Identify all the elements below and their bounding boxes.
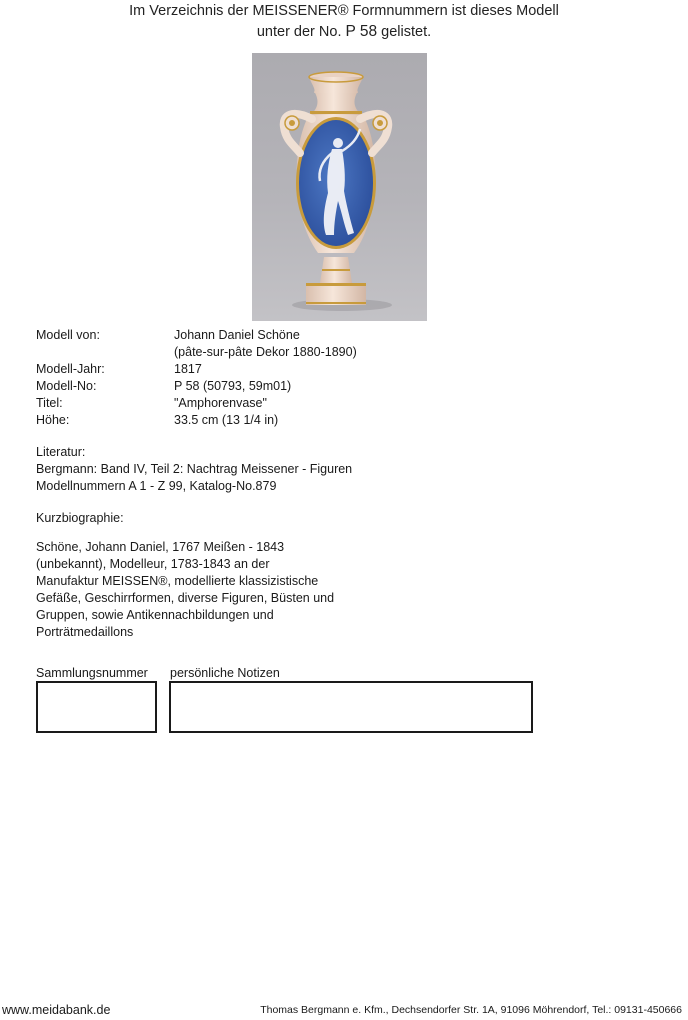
detail-value: P 58 (50793, 59m01)	[174, 379, 292, 393]
detail-value: Johann Daniel Schöne	[174, 328, 300, 342]
footer-website[interactable]: www.meidabank.de	[2, 1003, 111, 1017]
header-prefix: unter der No.	[256, 24, 342, 40]
header-line-2	[0, 21, 688, 43]
detail-value: (pâte-sur-pâte Dekor 1880-1890)	[174, 345, 357, 359]
literature-heading: Literatur:	[36, 445, 86, 459]
collection-number-label: Sammlungsnummer	[36, 666, 148, 680]
detail-value: 33.5 cm (13 1/4 in)	[174, 413, 279, 427]
detail-label: Titel:	[36, 396, 63, 410]
biography-line: Schöne, Johann Daniel, 1767 Meißen - 1843	[36, 540, 285, 554]
detail-label: Höhe:	[36, 413, 70, 427]
collection-number-field[interactable]	[36, 681, 157, 733]
notes-label: persönliche Notizen	[170, 666, 280, 680]
header-line-1: Im Verzeichnis der MEISSENER® Formnummern ist dieses Modell	[129, 3, 559, 19]
biography-line: Gruppen, sowie Antikennachbildungen und	[36, 608, 274, 622]
detail-label: Modell von:	[36, 328, 100, 342]
biography-line: Manufaktur MEISSEN®, modellierte klassizistische	[36, 574, 319, 588]
vase-photo	[252, 53, 427, 321]
biography-line: Porträtmedaillons	[36, 625, 134, 639]
notes-field[interactable]	[169, 681, 533, 733]
detail-value: "Amphorenvase"	[174, 396, 267, 410]
detail-label: Modell-Jahr:	[36, 362, 105, 376]
footer-address: Thomas Bergmann e. Kfm., Dechsendorfer Str. 1A, 91096 Möhrendorf, Tel.: 09131-450666	[260, 1004, 682, 1016]
biography-line: Gefäße, Geschirrformen, diverse Figuren, Büsten und	[36, 591, 335, 605]
detail-label: Modell-No:	[36, 379, 97, 393]
literature-line: Modellnummern A 1 - Z 99, Katalog-No.879	[36, 479, 277, 493]
biography-text	[36, 539, 334, 641]
vase-photo-icon	[252, 53, 427, 321]
header-model-number: P 58	[345, 23, 378, 40]
biography-line: (unbekannt), Modelleur, 1783-1843 an der	[36, 557, 270, 571]
literature-section	[36, 444, 352, 495]
biography-heading: Kurzbiographie:	[36, 511, 124, 525]
header-suffix: gelistet.	[381, 24, 432, 40]
detail-value: 1817	[174, 362, 202, 376]
literature-line: Bergmann: Band IV, Teil 2: Nachtrag Meissener - Figuren	[36, 462, 353, 476]
